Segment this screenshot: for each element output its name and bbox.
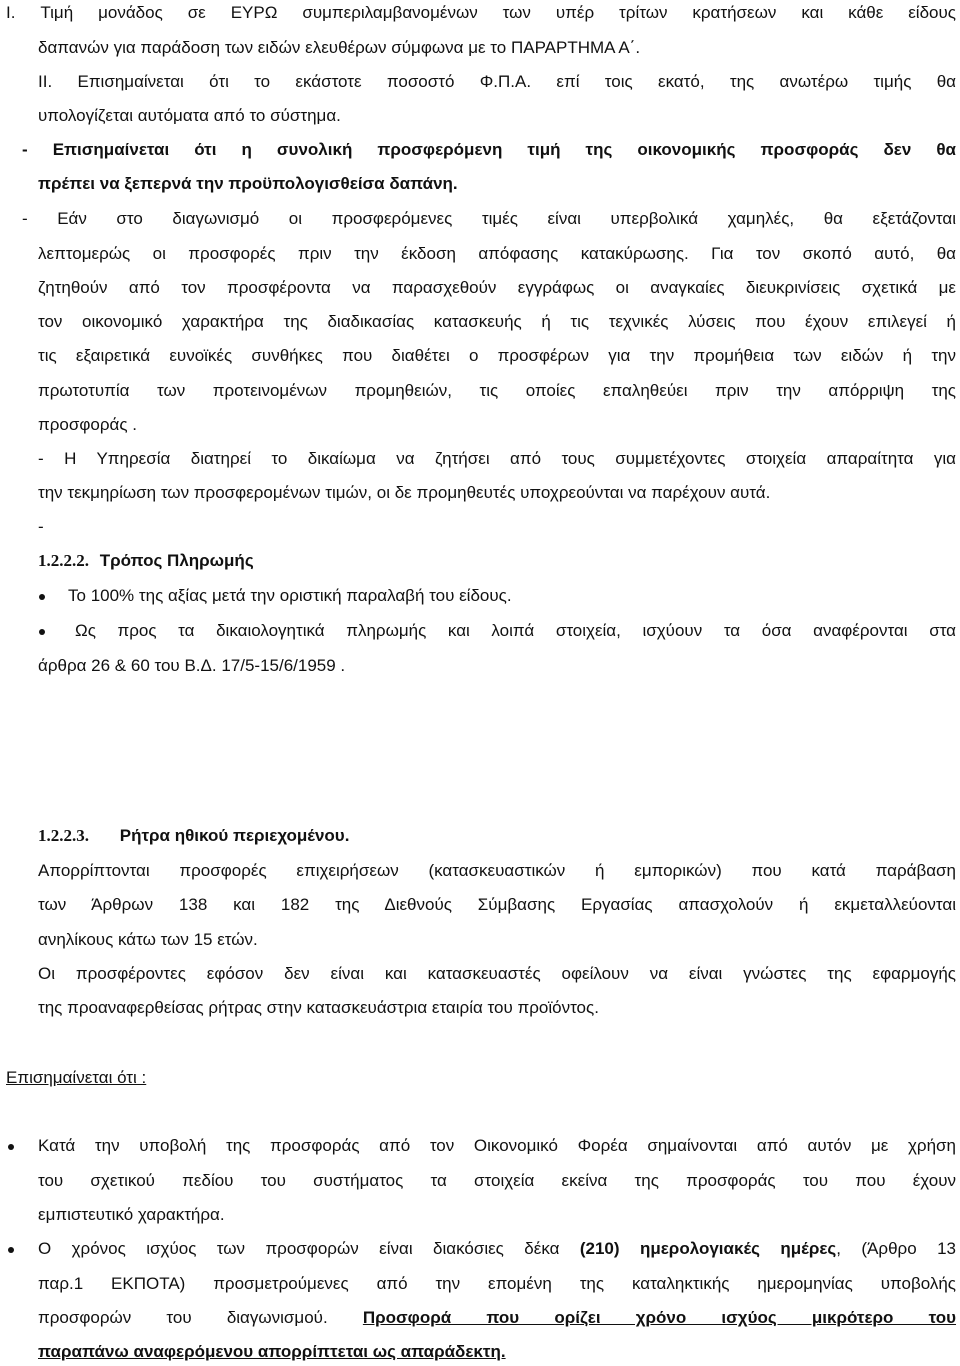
validity-rejection-1: Προσφορά που ορίζει χρόνο ισχύος μικρότερο του [362,1308,957,1327]
payment-bullet-1: Το 100% της αξίας μετά την οριστική παραλαβή του είδους. [68,586,512,605]
payment-bullet-2-line-1: Ως προς τα δικαιολογητικά πληρωμής και λοιπά στοιχεία, ισχύουν τα όσα αναφέρονται στα [75,621,956,640]
notice-bullet-1-line-1: Κατά την υποβολή της προσφοράς από τον Οικονομικό Φορέα σημαίνονται από αυτόν με χρήση [38,1136,956,1155]
notice-bullet-2-line-1 [38,1238,956,1260]
payment-title: Τρόπος Πληρωμής [99,551,254,570]
ethics-para-2-line-2: της προαναφερθείσας ρήτρας στην κατασκευάστρια εταιρία του προϊόντος. [38,998,599,1017]
point-i-line-1: I. Τιμή μονάδος σε ΕΥΡΩ συμπεριλαμβανομένων των υπέρ τρίτων κρατήσεων και κάθε είδους [6,3,956,22]
validity-text-l3a: προσφορών του διαγωνισμού. [38,1308,363,1327]
low-prices-line-5: τις εξαιρετικά ευνοϊκές συνθήκες που διαθέτει ο προσφέρων για την προμήθεια των ειδών ή την [38,346,956,365]
ethics-para-1-line-1: Απορρίπτονται προσφορές επιχειρήσεων (κατασκευαστικών ή εμπορικών) που κατά παράβαση [38,861,956,880]
bullet-icon [8,1144,14,1150]
payment-bullet-2-line-2: άρθρα 26 & 60 του Β.Δ. 17/5-15/6/1959 . [38,656,346,675]
low-prices-line-3: ζητηθούν από τον προσφέροντα να παρασχεθούν εγγράφως οι αναγκαίες διευκρινίσεις σχετικά με [38,278,956,297]
low-prices-line-4: τον οικονομικό χαρακτήρα της διαδικασίας κατασκευής ή τις τεχνικές λύσεις που έχουν επιλεγεί ή [38,312,956,331]
point-ii-line-1: II. Επισημαίνεται ότι το εκάστοτε ποσοστό Φ.Π.Α. επί τοις εκατό, της ανωτέρω τιμής θα [38,72,956,91]
notice-bullet-1-line-3: εμπιστευτικό χαρακτήρα. [38,1205,225,1224]
notice-bullet-2-line-3 [38,1307,956,1329]
ethics-number: 1.2.2.3. [38,826,89,845]
point-ii-line-2: υπολογίζεται αυτόματα από το σύστημα. [38,106,341,125]
validity-text-a: Ο χρόνος ισχύος των προσφορών είναι διακόσιες δέκα [38,1239,580,1258]
notice-bullet-1-line-2: του σχετικού πεδίου του συστήματος τα στοιχεία εκείνα της προσφοράς του που έχουν [38,1171,956,1190]
ethics-para-2-line-1: Οι προσφέροντες εφόσον δεν είναι και κατασκευαστές οφείλουν να είναι γνώστες της εφαρμογής [38,964,956,983]
payment-heading [38,550,956,572]
service-right-line-1: - Η Υπηρεσία διατηρεί το δικαίωμα να ζητήσει από τους συμμετέχοντες στοιχεία απαραίτητα για [38,449,956,468]
notice-heading: Επισημαίνεται ότι : [6,1068,147,1087]
notice-bullet-2-line-4: παραπάνω αναφερόμενου απορρίπτεται ως απαράδεκτη. [38,1342,506,1361]
ethics-heading [38,825,956,847]
bold-note-line-1: - Επισημαίνεται ότι η συνολική προσφερόμενη τιμή της οικονομικής προσφοράς δεν θα [22,140,956,159]
low-prices-line-6: πρωτοτυπία των προτεινομένων προμηθειών, τις οποίες επαληθεύει πριν την απόρριψη της [38,381,956,400]
bullet-icon [39,594,45,600]
validity-days: (210) ημερολογιακές ημέρες [579,1239,837,1258]
low-prices-line-1: - Εάν στο διαγωνισμό οι προσφερόμενες τιμές είναι υπερβολικά χαμηλές, θα εξετάζονται [22,209,956,228]
bullet-icon [8,1247,14,1253]
bullet-icon [39,629,45,635]
bold-note-line-2: πρέπει να ξεπερνά την προϋπολογισθείσα δαπάνη. [38,174,458,193]
low-prices-line-7: προσφοράς . [38,415,137,434]
low-prices-line-2: λεπτομερώς οι προσφορές πριν την έκδοση απόφασης κατακύρωσης. Για τον σκοπό αυτό, θα [38,244,956,263]
point-i-line-2: δαπανών για παράδοση των ειδών ελευθέρων σύμφωνα με το ΠΑΡΑΡΤΗΜΑ Α΄. [38,38,641,57]
ethics-title: Ρήτρα ηθικού περιεχομένου. [119,826,350,845]
validity-text-c: , (Άρθρο 13 [836,1239,956,1258]
ethics-para-1-line-2: των Άρθρων 138 και 182 της Διεθνούς Σύμβασης Εργασίας απασχολούν ή εκμεταλλεύονται [38,895,956,914]
notice-bullet-2-line-2: παρ.1 ΕΚΠΟΤΑ) προσμετρούμενες από την επομένη της καταληκτικής ημερομηνίας υποβολής [38,1274,956,1293]
service-right-line-2: την τεκμηρίωση των προσφερομένων τιμών, οι δε προμηθευτές υποχρεούνται να παρέχουν αυτά. [38,483,771,502]
payment-number: 1.2.2.2. [38,551,89,570]
ethics-para-1-line-3: ανηλίκους κάτω των 15 ετών. [38,930,258,949]
lone-dash: - [38,517,44,536]
